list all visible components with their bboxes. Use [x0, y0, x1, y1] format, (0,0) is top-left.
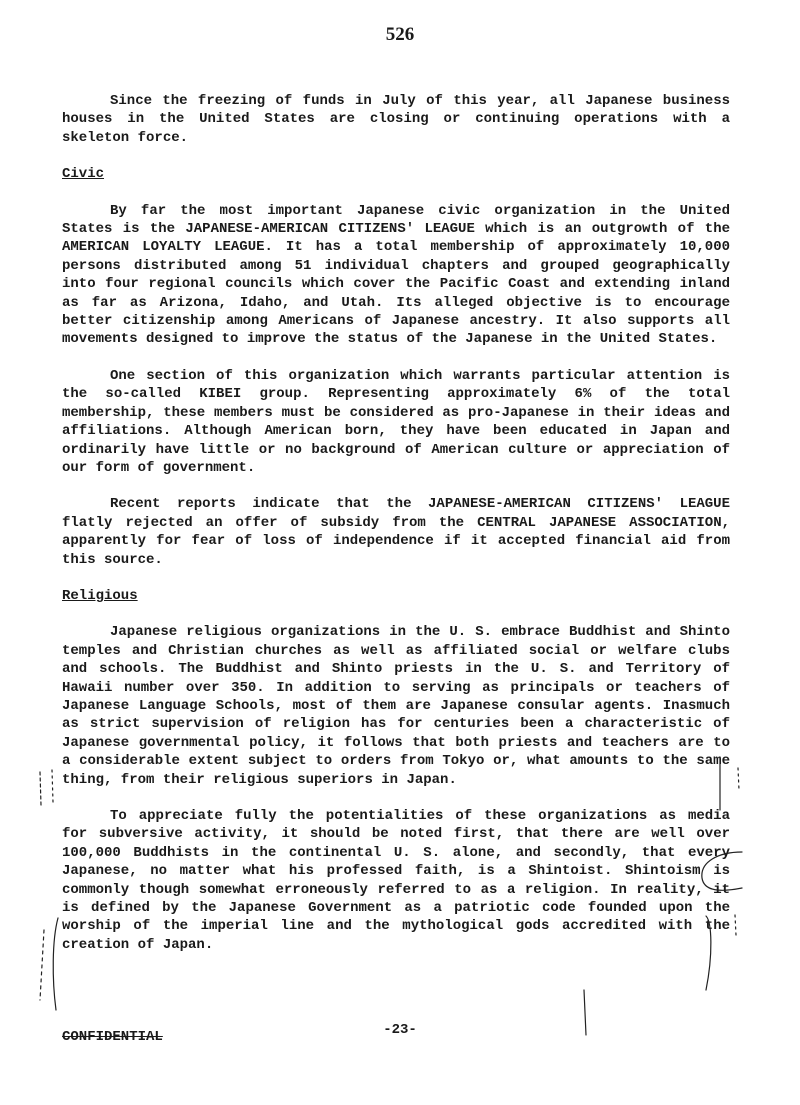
- document-body: [62, 92, 730, 954]
- paragraph-funds-freeze: Since the freezing of funds in July of this year, all Japanese business houses in the United States are closing or continuing operations with a skeleton force.: [62, 93, 730, 146]
- section-heading-religious: Religious: [62, 587, 138, 604]
- section-heading-civic: Civic: [62, 166, 105, 183]
- paragraph-recent-reports: Recent reports indicate that the JAPANESE-AMERICAN CITIZENS' LEAGUE flatly rejected an offer of subsidy from the CENTRAL JAPANESE ASSOCIATION, apparently for fear of loss of independence if it accepted financial aid from this source.: [62, 496, 730, 568]
- confidential-stamp: CONFIDENTIAL: [62, 1029, 163, 1045]
- page-number: 526: [385, 24, 415, 45]
- paragraph-kibei: One section of this organization which warrants particular attention is the so-called KIBEI group. Representing approximately 6% of the total membership, these members must be considered as pro-Japanese in their ideas and affiliations. Although American born, they have been educated in Japan and ordinarily have little or no background of American culture or appreciation of our form of government.: [62, 367, 730, 476]
- paragraph-potentialities: To appreciate fully the potentialities of these organizations as media for subversive activity, it should be noted first, that there are well over 100,000 Buddhists in the continental U. S. alone, and secondly, that every Japanese, no matter what his professed faith, is a Shintoist. Shintoism is commonly though somewhat erroneously referred to as a religion. In reality, it is defined by the Japanese Government as a patriotic code founded upon the worship of the imperial line and the mythological gods accredited with the creation of Japan.: [62, 808, 730, 953]
- footer-page-label: -23-: [383, 1022, 417, 1038]
- paragraph-religious-organizations: Japanese religious organizations in the U. S. embrace Buddhist and Shinto temples and Christian churches as well as affiliated social or welfare clubs and schools. The Buddhist and Shinto priests in the U. S. and Territory of Hawaii number over 350. In addition to serving as principals or teachers of Japanese Language Schools, most of them are Japanese consular agents. Inasmuch as strict supervision of religion has for centuries been a characteristic of Japanese governmental policy, it follows that both priests and teachers are to a considerable extent subject to orders from Tokyo or, what amounts to the same thing, from their religious superiors in Japan.: [62, 624, 730, 788]
- paragraph-jacl: By far the most important Japanese civic organization in the United States is the JAPANESE-AMERICAN CITIZENS' LEAGUE which is an outgrowth of the AMERICAN LOYALTY LEAGUE. It has a total membership of approximately 10,000 persons distributed among 51 individual chapters and grouped geographically into four regional councils which cover the Pacific Coast and extending inland as far as Arizona, Idaho, and Utah. Its alleged objective is to encourage better citizenship among Americans of Japanese ancestry. It also supports all movements designed to improve the status of the Japanese in the United States.: [62, 202, 730, 348]
